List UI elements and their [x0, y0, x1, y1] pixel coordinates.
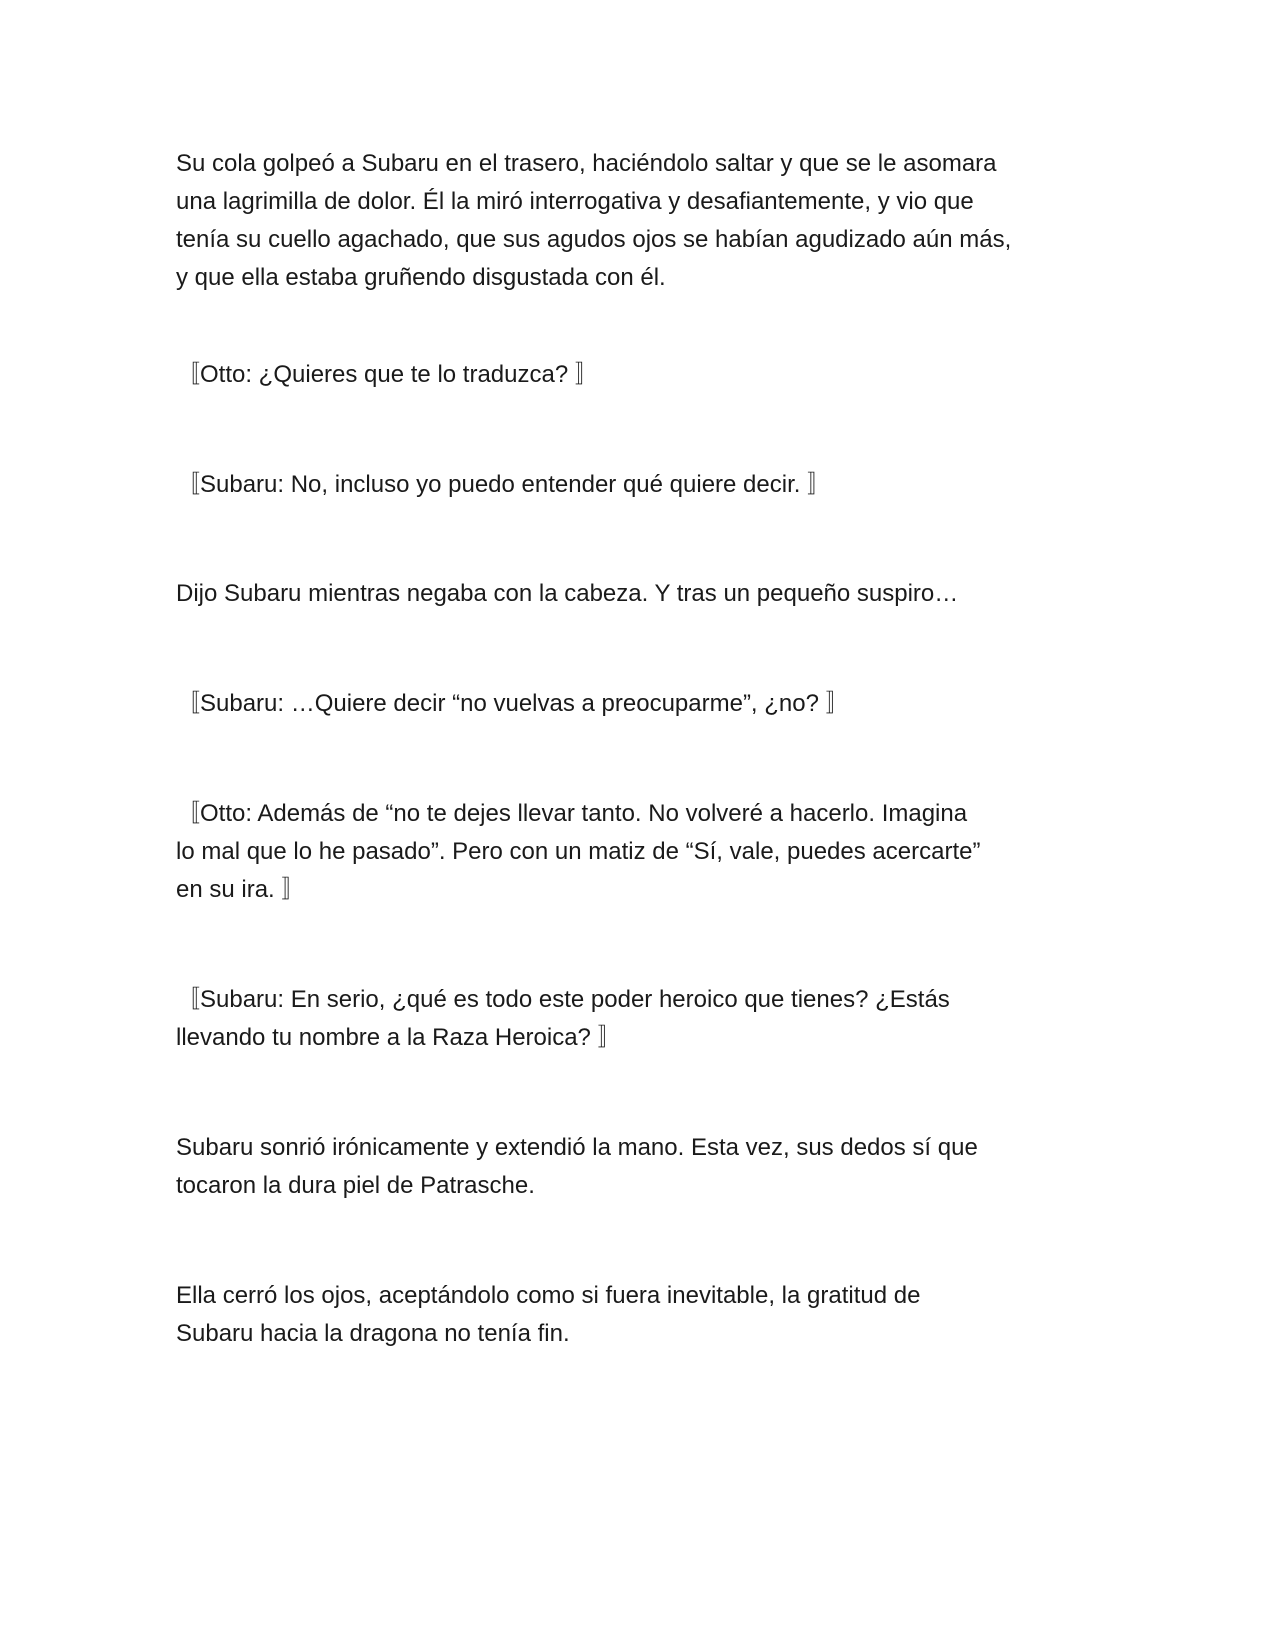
dialogue-otto-2	[176, 795, 1086, 909]
narration-paragraph-1	[176, 145, 1086, 297]
text-line: llevando tu nombre a la Raza Heroica? 〛	[176, 1024, 622, 1051]
dialogue-subaru-1	[176, 466, 1086, 504]
narration-paragraph-3	[176, 1129, 1086, 1205]
text-line: y que ella estaba gruñendo disgustada con él.	[176, 264, 666, 291]
text-line: en su ira. 〛	[176, 876, 306, 903]
text-line: Su cola golpeó a Subaru en el trasero, haciéndolo saltar y que se le asomara	[176, 150, 997, 177]
text-line: 〚Otto: ¿Quieres que te lo traduzca? 〛	[176, 361, 599, 388]
text-line: una lagrimilla de dolor. Él la miró interrogativa y desafiantemente, y vio que	[176, 188, 974, 215]
text-line: lo mal que lo he pasado”. Pero con un matiz de “Sí, vale, puedes acercarte”	[176, 838, 981, 865]
text-line: tenía su cuello agachado, que sus agudos ojos se habían agudizado aún más,	[176, 226, 1012, 253]
text-line: Subaru sonrió irónicamente y extendió la mano. Esta vez, sus dedos sí que	[176, 1134, 978, 1161]
text-line: 〚Subaru: …Quiere decir “no vuelvas a preocuparme”, ¿no? 〛	[176, 690, 850, 717]
narration-paragraph-2	[176, 575, 1086, 613]
dialogue-subaru-3	[176, 981, 1086, 1057]
text-line: 〚Subaru: En serio, ¿qué es todo este poder heroico que tienes? ¿Estás	[176, 986, 950, 1013]
text-line: Dijo Subaru mientras negaba con la cabeza. Y tras un pequeño suspiro…	[176, 580, 959, 607]
text-line: Ella cerró los ojos, aceptándolo como si fuera inevitable, la gratitud de	[176, 1282, 921, 1309]
dialogue-otto-1	[176, 356, 1086, 394]
text-line: tocaron la dura piel de Patrasche.	[176, 1172, 535, 1199]
text-line: 〚Otto: Además de “no te dejes llevar tanto. No volveré a hacerlo. Imagina	[176, 800, 968, 827]
text-line: Subaru hacia la dragona no tenía fin.	[176, 1320, 570, 1347]
dialogue-subaru-2	[176, 685, 1086, 723]
text-line: 〚Subaru: No, incluso yo puedo entender qué quiere decir. 〛	[176, 471, 832, 498]
narration-paragraph-4	[176, 1277, 1086, 1353]
